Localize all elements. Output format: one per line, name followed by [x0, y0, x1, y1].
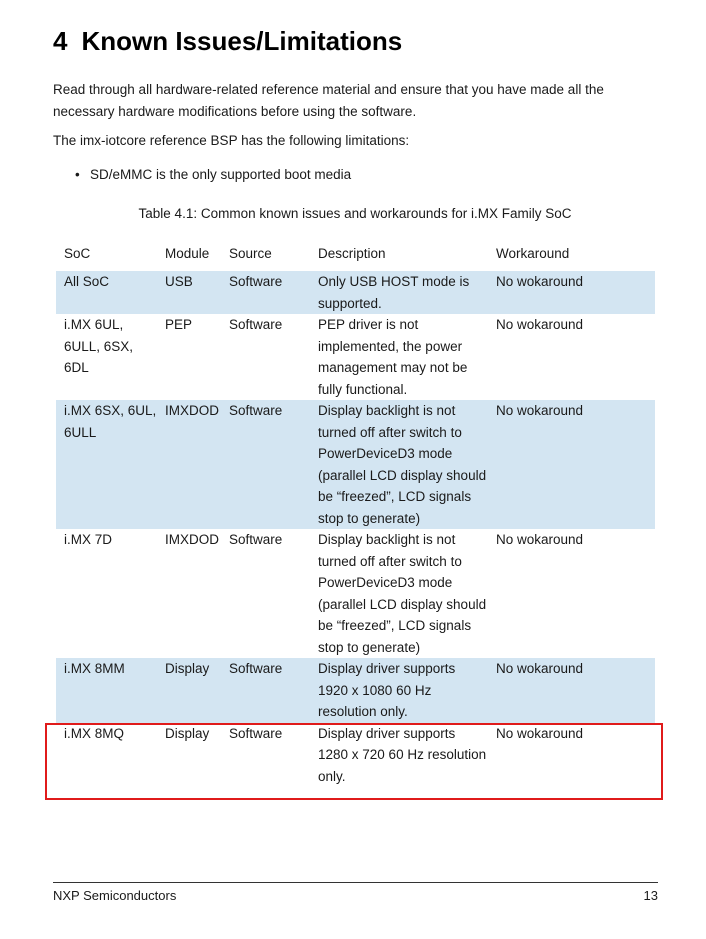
cell-workaround: No wokaround	[496, 317, 584, 332]
cell-description: PEP driver is not implemented, the power management may not be fully functional.	[318, 317, 468, 397]
header-module: Module	[165, 246, 210, 261]
limitations-paragraph: The imx-iotcore reference BSP has the following limitations:	[53, 133, 410, 148]
footer-page-number: 13	[643, 888, 658, 903]
issues-table	[56, 242, 655, 787]
header-workaround: Workaround	[496, 246, 570, 261]
cell-source: Software	[221, 271, 310, 314]
cell-source: Software	[221, 658, 310, 723]
bullet-icon: •	[75, 167, 80, 182]
cell-module: PEP	[165, 317, 193, 332]
table-header-row	[56, 242, 655, 271]
table-caption: Table 4.1: Common known issues and workarounds for i.MX Family SoC	[138, 206, 572, 221]
cell-description: Display backlight is not turned off after switch to PowerDeviceD3 mode (parallel LCD display should be “freezed”, LCD signals stop to generate)	[318, 532, 487, 655]
table-row	[56, 529, 655, 658]
footer-company: NXP Semiconductors	[53, 888, 177, 903]
header-soc: SoC	[64, 246, 91, 261]
cell-soc: i.MX 7D	[64, 532, 113, 547]
section-title: Known Issues/Limitations	[81, 26, 403, 56]
cell-workaround: No wokaround	[488, 400, 655, 529]
cell-soc: i.MX 6SX, 6UL, 6ULL	[56, 400, 157, 529]
intro-paragraph: Read through all hardware-related reference material and ensure that you have made all the necessary hardware modifications before using the software.	[53, 82, 604, 119]
section-number: 4	[53, 26, 68, 56]
cell-module: Display	[165, 725, 210, 741]
list-item	[75, 164, 351, 186]
table-row	[56, 400, 655, 529]
cell-description: Display driver supports 1280 x 720 60 Hz resolution only.	[318, 725, 487, 784]
cell-workaround: No wokaround	[496, 725, 584, 741]
cell-workaround: No wokaround	[496, 532, 584, 547]
cell-source: Software	[229, 317, 283, 332]
header-source: Source	[229, 246, 272, 261]
cell-source: Software	[221, 400, 310, 529]
cell-soc: i.MX 8MM	[56, 658, 157, 723]
cell-source: Software	[229, 725, 283, 741]
cell-module: USB	[157, 271, 221, 314]
cell-source: Software	[229, 532, 283, 547]
cell-description: Only USB HOST mode is supported.	[310, 271, 488, 314]
cell-module: IMXDOD	[165, 532, 219, 547]
cell-workaround: No wokaround	[488, 271, 655, 314]
cell-soc: i.MX 8MQ	[64, 725, 125, 741]
highlight-box	[45, 723, 663, 800]
limitations-list	[75, 164, 351, 186]
cell-description: Display driver supports 1920 x 1080 60 Hz resolution only.	[310, 658, 488, 723]
list-item-text: SD/eMMC is the only supported boot media	[90, 167, 352, 182]
cell-soc: i.MX 6UL, 6ULL, 6SX, 6DL	[64, 317, 134, 375]
table-row	[56, 314, 655, 400]
footer-divider	[53, 882, 658, 883]
header-description: Description	[318, 246, 386, 261]
cell-soc: All SoC	[56, 271, 157, 314]
cell-module: IMXDOD	[157, 400, 221, 529]
cell-workaround: No wokaround	[488, 658, 655, 723]
cell-module: Display	[157, 658, 221, 723]
table-row	[56, 271, 655, 314]
table-row	[56, 658, 655, 723]
cell-description: Display backlight is not turned off after switch to PowerDeviceD3 mode (parallel LCD display should be “freezed”, LCD signals stop to generate)	[310, 400, 488, 529]
section-heading	[53, 26, 402, 57]
